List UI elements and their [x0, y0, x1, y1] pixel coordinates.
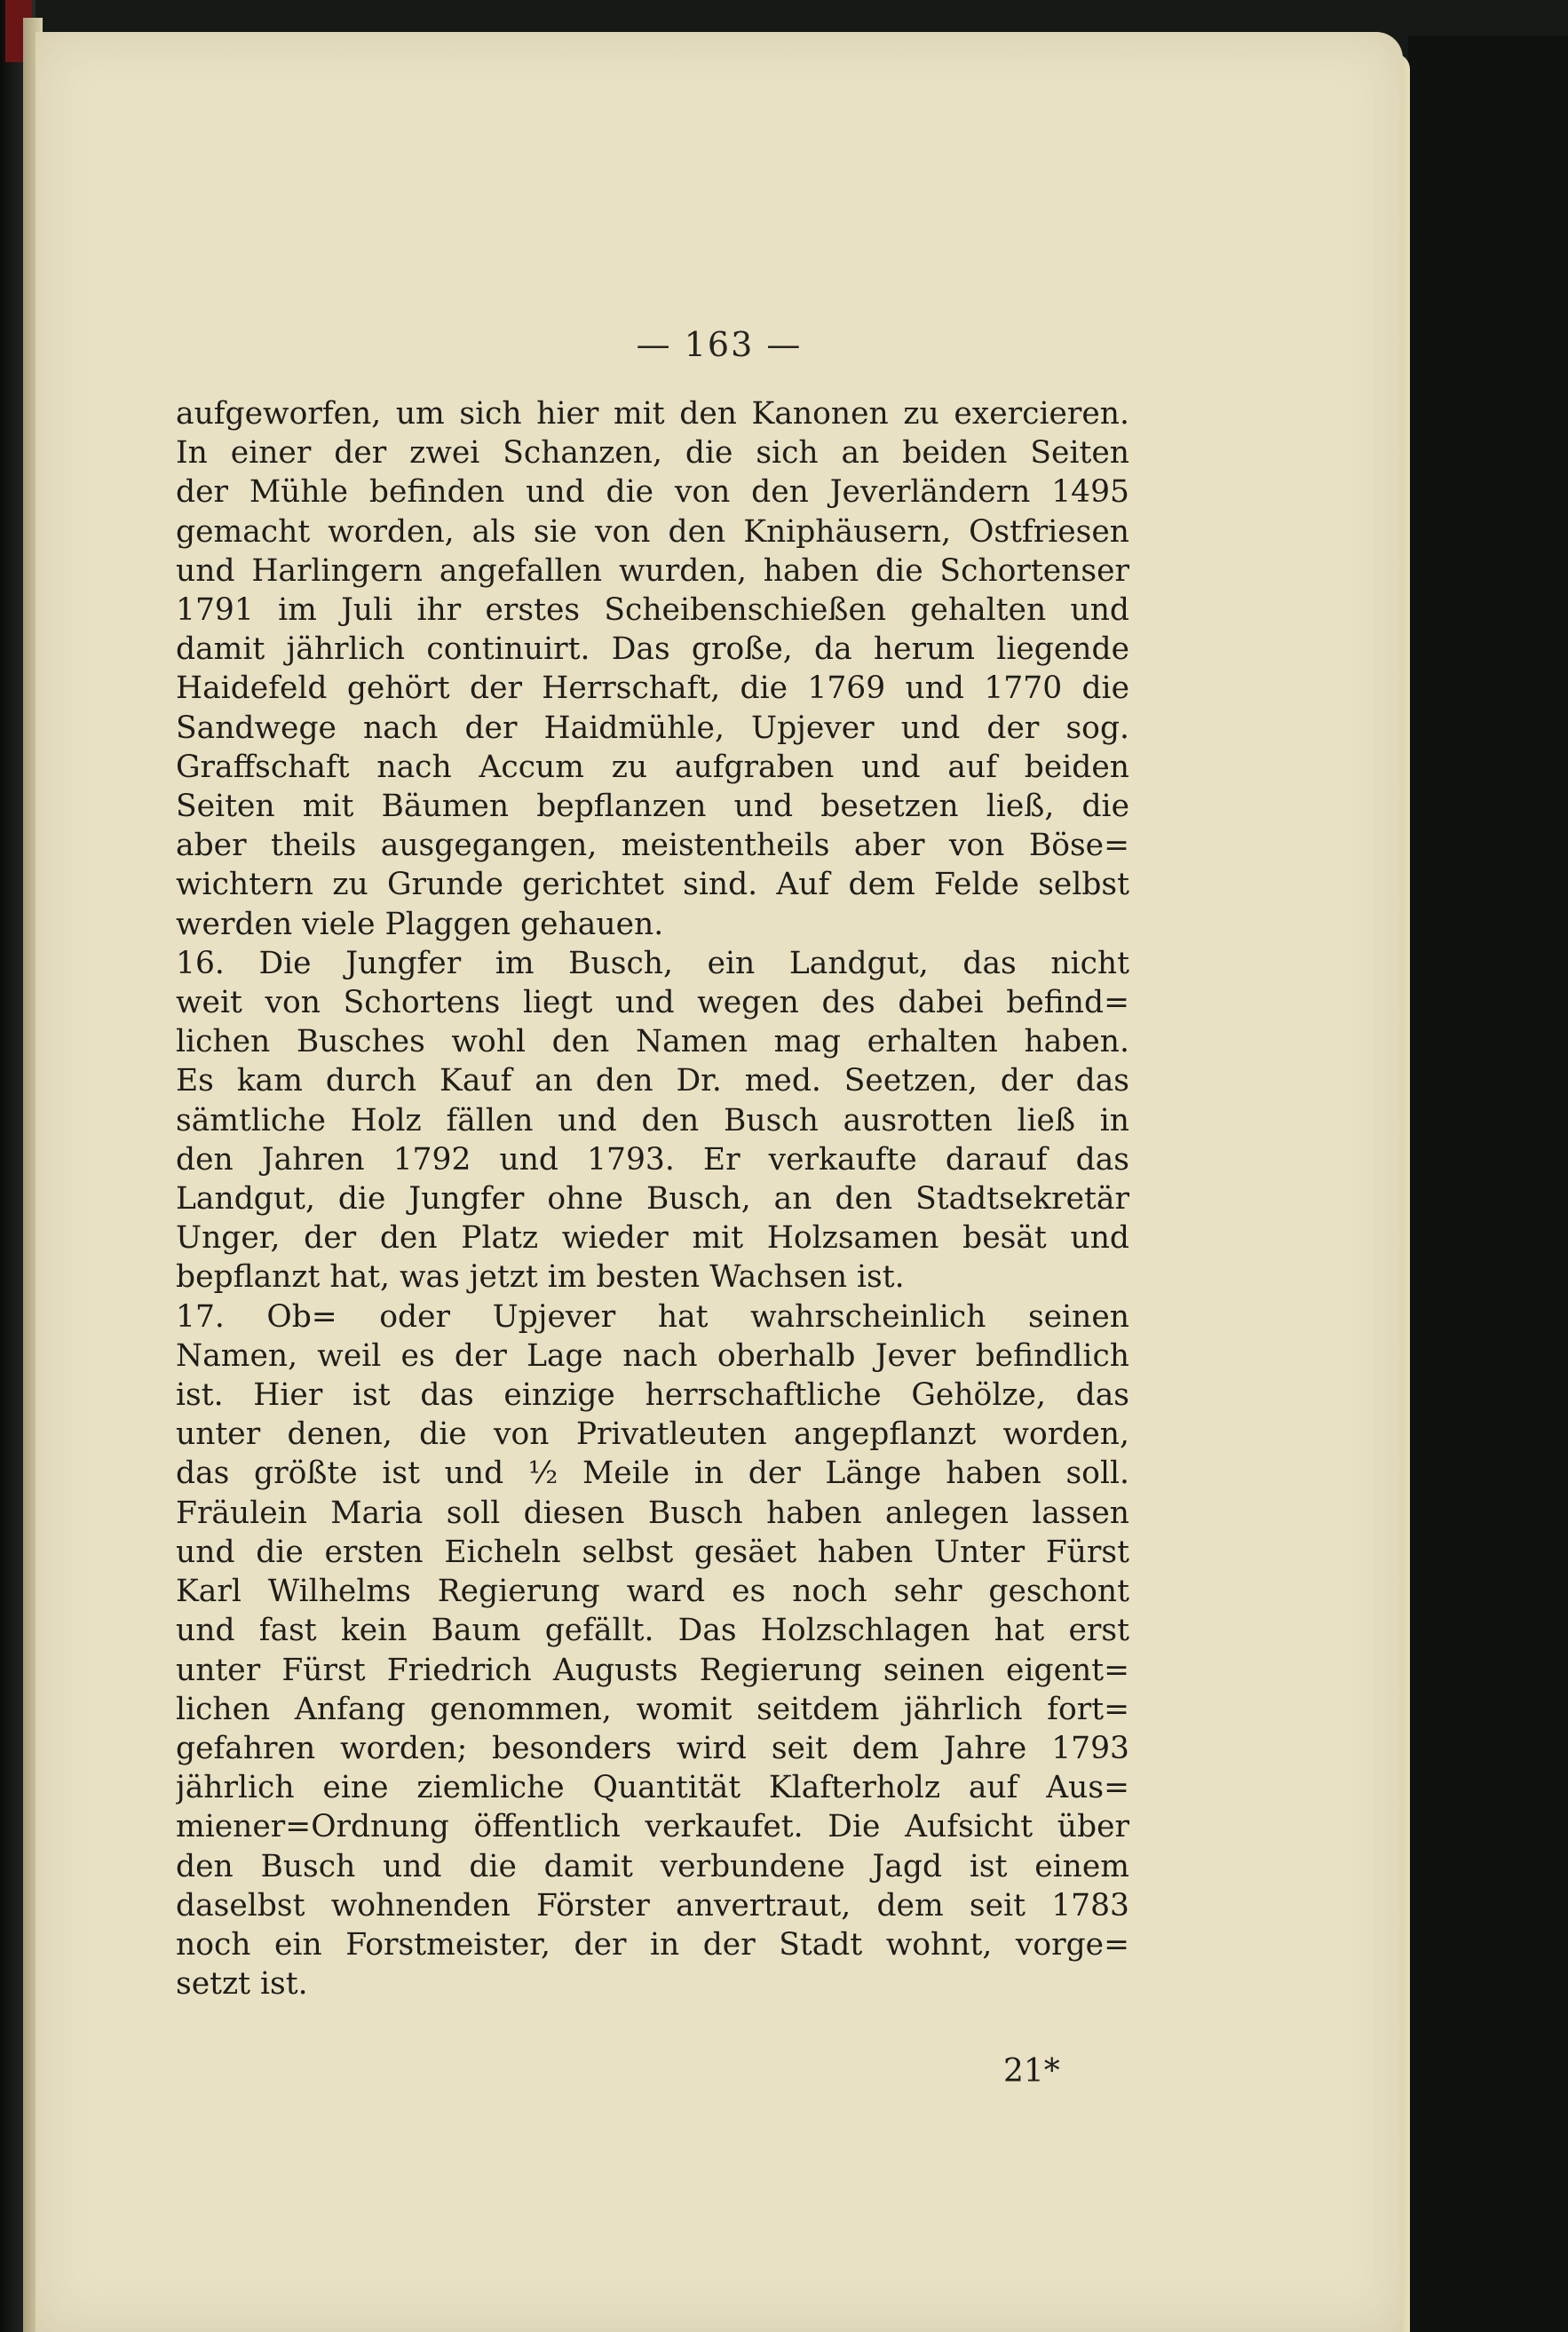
text-line: den Jahren 1792 und 1793. Er verkaufte darauf das — [176, 1141, 1129, 1178]
text-line: lichen Anfang genommen, womit seitdem jährlich fort= — [176, 1691, 1129, 1727]
text-line: damit jährlich continuirt. Das große, da herum liegende — [176, 631, 1129, 668]
text-line: unter Fürst Friedrich Augusts Regierung seinen eigent= — [176, 1652, 1129, 1688]
text-line: werden viele Plaggen gehauen. — [176, 906, 664, 942]
text-line: Karl Wilhelms Regierung ward es noch sehr geschont — [176, 1574, 1129, 1610]
text-line: 16. Die Jungfer im Busch, ein Landgut, das nicht — [176, 945, 1129, 981]
text-line: gemacht worden, als sie von den Kniphäusern, Ostfriesen — [176, 513, 1129, 550]
text-line: In einer der zwei Schanzen, die sich an beiden Seiten — [176, 435, 1129, 472]
text-line: das größte ist und ½ Meile in der Länge haben soll. — [176, 1456, 1129, 1492]
text-line: 1791 im Juli ihr erstes Scheibenschießen gehalten und — [176, 592, 1129, 629]
text-line: miener=Ordnung öffentlich verkaufet. Die Aufsicht über — [176, 1809, 1129, 1845]
text-line: ist. Hier ist das einzige herrschaftliche Gehölze, das — [176, 1377, 1129, 1414]
text-line: Graffschaft nach Accum zu aufgraben und auf beiden — [176, 749, 1129, 785]
text-line: unter denen, die von Privatleuten angepflanzt worden, — [176, 1416, 1129, 1453]
text-line: bepflanzt hat, was jetzt im besten Wachsen ist. — [176, 1259, 905, 1296]
text-line: aber theils ausgegangen, meistentheils aber von Böse= — [176, 828, 1129, 864]
text-line: jährlich eine ziemliche Quantität Klafterholz auf Aus= — [176, 1770, 1129, 1806]
text-line: Unger, der den Platz wieder mit Holzsamen besät und — [176, 1220, 1129, 1257]
text-line: wichtern zu Grunde gerichtet sind. Auf dem Felde selbst — [176, 867, 1129, 903]
signature-mark: 21* — [1003, 2053, 1060, 2090]
text-line: und Harlingern angefallen wurden, haben die Schortenser — [176, 552, 1129, 589]
page-number: — 163 — — [636, 325, 803, 364]
text-line: Haidefeld gehört der Herrschaft, die 1769 und 1770 die — [176, 670, 1129, 707]
text-line: gefahren worden; besonders wird seit dem Jahre 1793 — [176, 1730, 1129, 1766]
body-text — [176, 394, 1129, 2003]
text-line: Seiten mit Bäumen bepflanzen und besetzen ließ, die — [176, 789, 1129, 825]
text-line: Namen, weil es der Lage nach oberhalb Jever befindlich — [176, 1337, 1129, 1374]
text-line: Es kam durch Kauf an den Dr. med. Seetzen, der das — [176, 1063, 1129, 1099]
text-line: noch ein Forstmeister, der in der Stadt wohnt, vorge= — [176, 1926, 1129, 1963]
text-line: weit von Schortens liegt und wegen des dabei befind= — [176, 985, 1129, 1021]
text-line: aufgeworfen, um sich hier mit den Kanonen zu exercieren. — [176, 396, 1129, 432]
book-cover-edge — [1408, 36, 1568, 2332]
text-line: und fast kein Baum gefällt. Das Holzschlagen hat erst — [176, 1613, 1129, 1649]
text-line: Sandwege nach der Haidmühle, Upjever und der sog. — [176, 710, 1129, 746]
text-line: daselbst wohnenden Förster anvertraut, dem seit 1783 — [176, 1887, 1129, 1924]
text-line: den Busch und die damit verbundene Jagd ist einem — [176, 1848, 1129, 1884]
text-line: der Mühle befinden und die von den Jeverländern 1495 — [176, 474, 1129, 511]
text-line: lichen Busches wohl den Namen mag erhalten haben. — [176, 1024, 1129, 1060]
text-line: 17. Ob= oder Upjever hat wahrscheinlich seinen — [176, 1298, 1129, 1335]
text-line: Landgut, die Jungfer ohne Busch, an den Stadtsekretär — [176, 1181, 1129, 1218]
text-line: sämtliche Holz fällen und den Busch ausrotten ließ in — [176, 1102, 1129, 1138]
text-line: Fräulein Maria soll diesen Busch haben anlegen lassen — [176, 1495, 1129, 1531]
text-line: und die ersten Eicheln selbst gesäet haben Unter Fürst — [176, 1534, 1129, 1570]
text-line: setzt ist. — [176, 1966, 308, 2003]
book-page — [36, 32, 1403, 2332]
